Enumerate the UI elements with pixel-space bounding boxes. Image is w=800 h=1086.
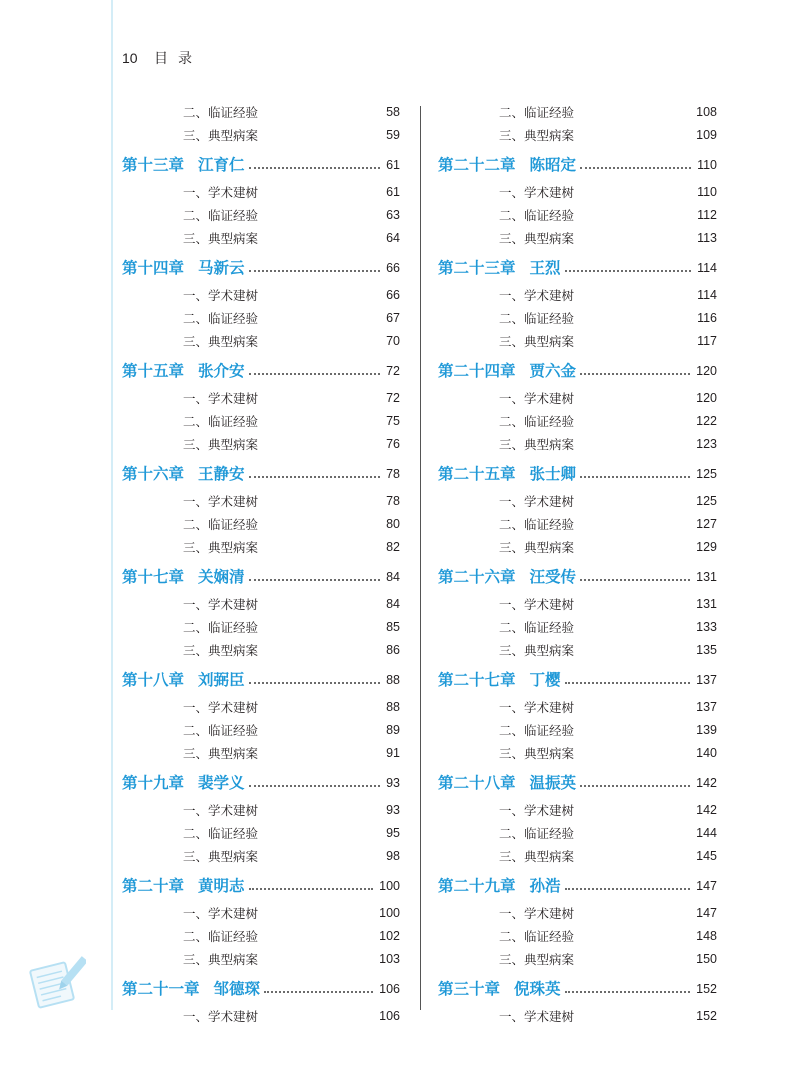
chapter-author-name: 王烈	[529, 259, 561, 277]
page-number: 10	[122, 50, 138, 66]
section-title: 二、临证经验	[499, 929, 575, 944]
section-title: 一、学术建树	[183, 391, 259, 406]
section-page-number: 85	[386, 620, 400, 634]
toc-section-entry	[122, 284, 400, 307]
section-page-number: 61	[386, 185, 400, 199]
page-margin-rule	[111, 0, 113, 1010]
section-page-number: 125	[696, 494, 717, 508]
chapter-author-name: 关娴清	[198, 568, 245, 586]
section-title: 一、学术建树	[499, 391, 575, 406]
section-title: 三、典型病案	[499, 334, 575, 349]
section-page-number: 127	[696, 517, 717, 531]
chapter-number: 第十八章	[122, 671, 185, 689]
leader-dots	[249, 783, 381, 787]
chapter-author-name: 孙浩	[529, 877, 561, 895]
section-title: 二、临证经验	[499, 517, 575, 532]
toc-section-entry	[122, 1005, 400, 1028]
section-title: 二、临证经验	[499, 826, 575, 841]
section-page-number: 150	[696, 952, 717, 966]
section-page-number: 147	[696, 906, 717, 920]
toc-section-entry	[122, 742, 400, 765]
chapter-number: 第二十九章	[438, 877, 516, 895]
section-page-number: 140	[696, 746, 717, 760]
toc-section-entry	[438, 101, 717, 124]
section-page-number: 91	[386, 746, 400, 760]
toc-chapter-entry	[122, 252, 400, 284]
section-page-number: 58	[386, 105, 400, 119]
chapter-page-number: 110	[697, 158, 717, 172]
section-title: 二、临证经验	[499, 723, 575, 738]
section-page-number: 144	[696, 826, 717, 840]
section-page-number: 72	[386, 391, 400, 405]
section-page-number: 66	[386, 288, 400, 302]
toc-section-entry	[438, 284, 717, 307]
toc-section-entry	[122, 410, 400, 433]
chapter-page-number: 93	[386, 776, 400, 790]
toc-section-entry	[122, 513, 400, 536]
toc-section-entry	[438, 513, 717, 536]
section-title: 一、学术建树	[183, 494, 259, 509]
chapter-number: 第二十章	[122, 877, 185, 895]
toc-chapter-entry	[438, 973, 717, 1005]
toc-section-entry	[122, 696, 400, 719]
section-page-number: 129	[696, 540, 717, 554]
leader-dots	[565, 268, 692, 272]
column-divider	[420, 106, 421, 1010]
toc-section-entry	[122, 639, 400, 662]
section-page-number: 93	[386, 803, 400, 817]
section-page-number: 102	[379, 929, 400, 943]
section-title: 二、临证经验	[183, 311, 259, 326]
toc-section-entry	[122, 181, 400, 204]
toc-chapter-entry	[122, 973, 400, 1005]
toc-section-entry	[122, 227, 400, 250]
chapter-page-number: 125	[696, 467, 717, 481]
section-title: 三、典型病案	[183, 334, 259, 349]
chapter-page-number: 131	[696, 570, 717, 584]
chapter-author-name: 江育仁	[198, 156, 245, 174]
section-page-number: 148	[696, 929, 717, 943]
toc-section-entry	[122, 433, 400, 456]
toc-section-entry	[438, 1005, 717, 1028]
section-page-number: 117	[697, 334, 717, 348]
section-page-number: 63	[386, 208, 400, 222]
section-page-number: 123	[696, 437, 717, 451]
section-page-number: 131	[696, 597, 717, 611]
leader-dots	[565, 989, 691, 993]
chapter-page-number: 142	[696, 776, 717, 790]
section-title: 三、典型病案	[499, 437, 575, 452]
section-title: 二、临证经验	[183, 208, 259, 223]
toc-section-entry	[122, 101, 400, 124]
section-title: 二、临证经验	[499, 105, 575, 120]
section-title: 一、学术建树	[499, 288, 575, 303]
chapter-number: 第十六章	[122, 465, 185, 483]
section-page-number: 145	[696, 849, 717, 863]
leader-dots	[580, 577, 690, 581]
chapter-page-number: 137	[696, 673, 717, 687]
chapter-page-number: 66	[386, 261, 400, 275]
leader-dots	[264, 989, 373, 993]
section-page-number: 89	[386, 723, 400, 737]
section-title: 二、临证经验	[183, 929, 259, 944]
chapter-number: 第二十七章	[438, 671, 516, 689]
chapter-author-name: 张介安	[198, 362, 245, 380]
section-page-number: 70	[386, 334, 400, 348]
chapter-number: 第十五章	[122, 362, 185, 380]
toc-section-entry	[122, 204, 400, 227]
leader-dots	[249, 268, 381, 272]
toc-section-entry	[122, 845, 400, 868]
notebook-pencil-icon	[28, 952, 86, 1010]
chapter-number: 第十九章	[122, 774, 185, 792]
section-title: 一、学术建树	[183, 803, 259, 818]
toc-section-entry	[122, 593, 400, 616]
section-title: 三、典型病案	[499, 746, 575, 761]
chapter-author-name: 刘弼臣	[198, 671, 245, 689]
chapter-number: 第二十四章	[438, 362, 516, 380]
leader-dots	[249, 680, 381, 684]
chapter-author-name: 王静安	[198, 465, 245, 483]
section-page-number: 114	[697, 288, 717, 302]
chapter-author-name: 贾六金	[529, 362, 577, 380]
chapter-author-name: 温振英	[529, 774, 577, 792]
section-title: 一、学术建树	[183, 597, 259, 612]
toc-section-entry	[122, 799, 400, 822]
section-title: 二、临证经验	[499, 311, 575, 326]
toc-section-entry	[438, 124, 717, 147]
section-title: 一、学术建树	[183, 906, 259, 921]
chapter-author-name: 裴学义	[198, 774, 245, 792]
toc-right-column	[438, 101, 717, 1028]
toc-section-entry	[122, 307, 400, 330]
toc-section-entry	[438, 227, 717, 250]
toc-section-entry	[122, 124, 400, 147]
section-title: 一、学术建树	[499, 803, 575, 818]
toc-chapter-entry	[438, 664, 717, 696]
toc-section-entry	[438, 410, 717, 433]
toc-section-entry	[438, 330, 717, 353]
page-title: 目录	[154, 51, 203, 67]
section-page-number: 133	[696, 620, 717, 634]
leader-dots	[580, 783, 690, 787]
section-page-number: 113	[697, 231, 717, 245]
toc-chapter-entry	[438, 355, 717, 387]
chapter-number: 第二十三章	[438, 259, 516, 277]
toc-chapter-entry	[438, 149, 717, 181]
section-page-number: 82	[386, 540, 400, 554]
toc-section-entry	[438, 742, 717, 765]
section-page-number: 100	[379, 906, 400, 920]
toc-section-entry	[438, 822, 717, 845]
toc-chapter-entry	[438, 767, 717, 799]
chapter-page-number: 78	[386, 467, 400, 481]
chapter-number: 第十七章	[122, 568, 185, 586]
toc-chapter-entry	[122, 870, 400, 902]
section-page-number: 59	[386, 128, 400, 142]
section-page-number: 78	[386, 494, 400, 508]
section-title: 三、典型病案	[183, 540, 259, 555]
section-page-number: 75	[386, 414, 400, 428]
section-title: 一、学术建树	[499, 1009, 575, 1024]
toc-section-entry	[438, 845, 717, 868]
toc-section-entry	[122, 948, 400, 971]
chapter-author-name: 张士卿	[529, 465, 577, 483]
section-title: 二、临证经验	[499, 208, 575, 223]
leader-dots	[565, 886, 691, 890]
section-page-number: 84	[386, 597, 400, 611]
section-page-number: 109	[696, 128, 717, 142]
leader-dots	[580, 371, 690, 375]
chapter-number: 第二十二章	[438, 156, 516, 174]
toc-section-entry	[122, 616, 400, 639]
toc-chapter-entry	[438, 870, 717, 902]
toc-section-entry	[438, 536, 717, 559]
section-title: 三、典型病案	[183, 849, 259, 864]
section-page-number: 95	[386, 826, 400, 840]
chapter-page-number: 61	[386, 158, 400, 172]
section-page-number: 76	[386, 437, 400, 451]
toc-section-entry	[122, 536, 400, 559]
toc-section-entry	[438, 616, 717, 639]
chapter-page-number: 88	[386, 673, 400, 687]
section-page-number: 116	[697, 311, 717, 325]
section-page-number: 103	[379, 952, 400, 966]
toc-section-entry	[438, 387, 717, 410]
chapter-number: 第二十五章	[438, 465, 516, 483]
section-title: 一、学术建树	[499, 597, 575, 612]
toc-section-entry	[122, 925, 400, 948]
section-title: 二、临证经验	[183, 723, 259, 738]
toc-chapter-entry	[122, 561, 400, 593]
toc-section-entry	[438, 902, 717, 925]
section-page-number: 98	[386, 849, 400, 863]
toc-section-entry	[438, 593, 717, 616]
toc-chapter-entry	[122, 355, 400, 387]
page-header	[122, 48, 202, 68]
toc-section-entry	[122, 902, 400, 925]
toc-section-entry	[122, 490, 400, 513]
section-title: 三、典型病案	[499, 952, 575, 967]
chapter-number: 第三十章	[438, 980, 501, 998]
section-title: 三、典型病案	[183, 128, 259, 143]
section-page-number: 137	[696, 700, 717, 714]
section-page-number: 86	[386, 643, 400, 657]
section-title: 三、典型病案	[499, 231, 575, 246]
section-page-number: 106	[379, 1009, 400, 1023]
toc-section-entry	[438, 639, 717, 662]
section-page-number: 112	[697, 208, 717, 222]
chapter-page-number: 106	[379, 982, 400, 996]
chapter-page-number: 152	[696, 982, 717, 996]
section-page-number: 120	[696, 391, 717, 405]
toc-chapter-entry	[438, 458, 717, 490]
chapter-author-name: 马新云	[198, 259, 245, 277]
chapter-page-number: 100	[379, 879, 400, 893]
leader-dots	[565, 680, 691, 684]
section-page-number: 108	[696, 105, 717, 119]
chapter-number: 第二十八章	[438, 774, 516, 792]
section-title: 三、典型病案	[183, 231, 259, 246]
section-page-number: 142	[696, 803, 717, 817]
toc-section-entry	[438, 307, 717, 330]
section-title: 三、典型病案	[499, 849, 575, 864]
chapter-author-name: 汪受传	[529, 568, 577, 586]
section-page-number: 88	[386, 700, 400, 714]
chapter-author-name: 倪珠英	[514, 980, 561, 998]
chapter-page-number: 72	[386, 364, 400, 378]
toc-left-column	[122, 101, 400, 1028]
section-title: 一、学术建树	[183, 1009, 259, 1024]
toc-section-entry	[438, 181, 717, 204]
toc-chapter-entry	[122, 664, 400, 696]
section-title: 二、临证经验	[183, 105, 259, 120]
toc-section-entry	[122, 719, 400, 742]
toc-chapter-entry	[122, 458, 400, 490]
section-title: 二、临证经验	[499, 414, 575, 429]
toc-chapter-entry	[122, 149, 400, 181]
leader-dots	[249, 165, 381, 169]
section-page-number: 135	[696, 643, 717, 657]
leader-dots	[249, 886, 374, 890]
toc-chapter-entry	[438, 561, 717, 593]
chapter-number: 第二十六章	[438, 568, 516, 586]
section-title: 三、典型病案	[183, 437, 259, 452]
section-page-number: 122	[696, 414, 717, 428]
toc-section-entry	[438, 204, 717, 227]
toc-section-entry	[438, 799, 717, 822]
section-title: 三、典型病案	[499, 643, 575, 658]
leader-dots	[580, 474, 690, 478]
section-title: 一、学术建树	[183, 185, 259, 200]
chapter-author-name: 丁樱	[529, 671, 561, 689]
chapter-page-number: 147	[696, 879, 717, 893]
section-title: 三、典型病案	[499, 128, 575, 143]
section-title: 二、临证经验	[499, 620, 575, 635]
leader-dots	[249, 577, 381, 581]
toc-section-entry	[122, 387, 400, 410]
leader-dots	[580, 165, 691, 169]
leader-dots	[249, 474, 381, 478]
section-page-number: 67	[386, 311, 400, 325]
chapter-number: 第十三章	[122, 156, 185, 174]
leader-dots	[249, 371, 381, 375]
section-title: 三、典型病案	[183, 746, 259, 761]
section-page-number: 80	[386, 517, 400, 531]
toc-chapter-entry	[438, 252, 717, 284]
section-title: 二、临证经验	[183, 620, 259, 635]
toc-section-entry	[438, 490, 717, 513]
toc-section-entry	[438, 948, 717, 971]
section-title: 一、学术建树	[183, 700, 259, 715]
section-title: 二、临证经验	[183, 414, 259, 429]
section-title: 二、临证经验	[183, 517, 259, 532]
chapter-page-number: 114	[697, 261, 717, 275]
section-page-number: 139	[696, 723, 717, 737]
chapter-number: 第二十一章	[122, 980, 200, 998]
section-title: 三、典型病案	[499, 540, 575, 555]
toc-section-entry	[122, 330, 400, 353]
chapter-author-name: 黄明志	[198, 877, 245, 895]
section-title: 一、学术建树	[499, 494, 575, 509]
toc-section-entry	[438, 696, 717, 719]
chapter-page-number: 84	[386, 570, 400, 584]
chapter-number: 第十四章	[122, 259, 185, 277]
toc-section-entry	[122, 822, 400, 845]
section-title: 一、学术建树	[499, 906, 575, 921]
toc-section-entry	[438, 925, 717, 948]
section-page-number: 64	[386, 231, 400, 245]
toc-section-entry	[438, 433, 717, 456]
section-title: 三、典型病案	[183, 952, 259, 967]
chapter-page-number: 120	[696, 364, 717, 378]
section-title: 一、学术建树	[499, 700, 575, 715]
section-title: 三、典型病案	[183, 643, 259, 658]
section-title: 一、学术建树	[183, 288, 259, 303]
section-page-number: 110	[697, 185, 717, 199]
toc-section-entry	[438, 719, 717, 742]
section-page-number: 152	[696, 1009, 717, 1023]
toc-chapter-entry	[122, 767, 400, 799]
chapter-author-name: 陈昭定	[529, 156, 577, 174]
chapter-author-name: 邹德琛	[213, 980, 261, 998]
section-title: 二、临证经验	[183, 826, 259, 841]
section-title: 一、学术建树	[499, 185, 575, 200]
